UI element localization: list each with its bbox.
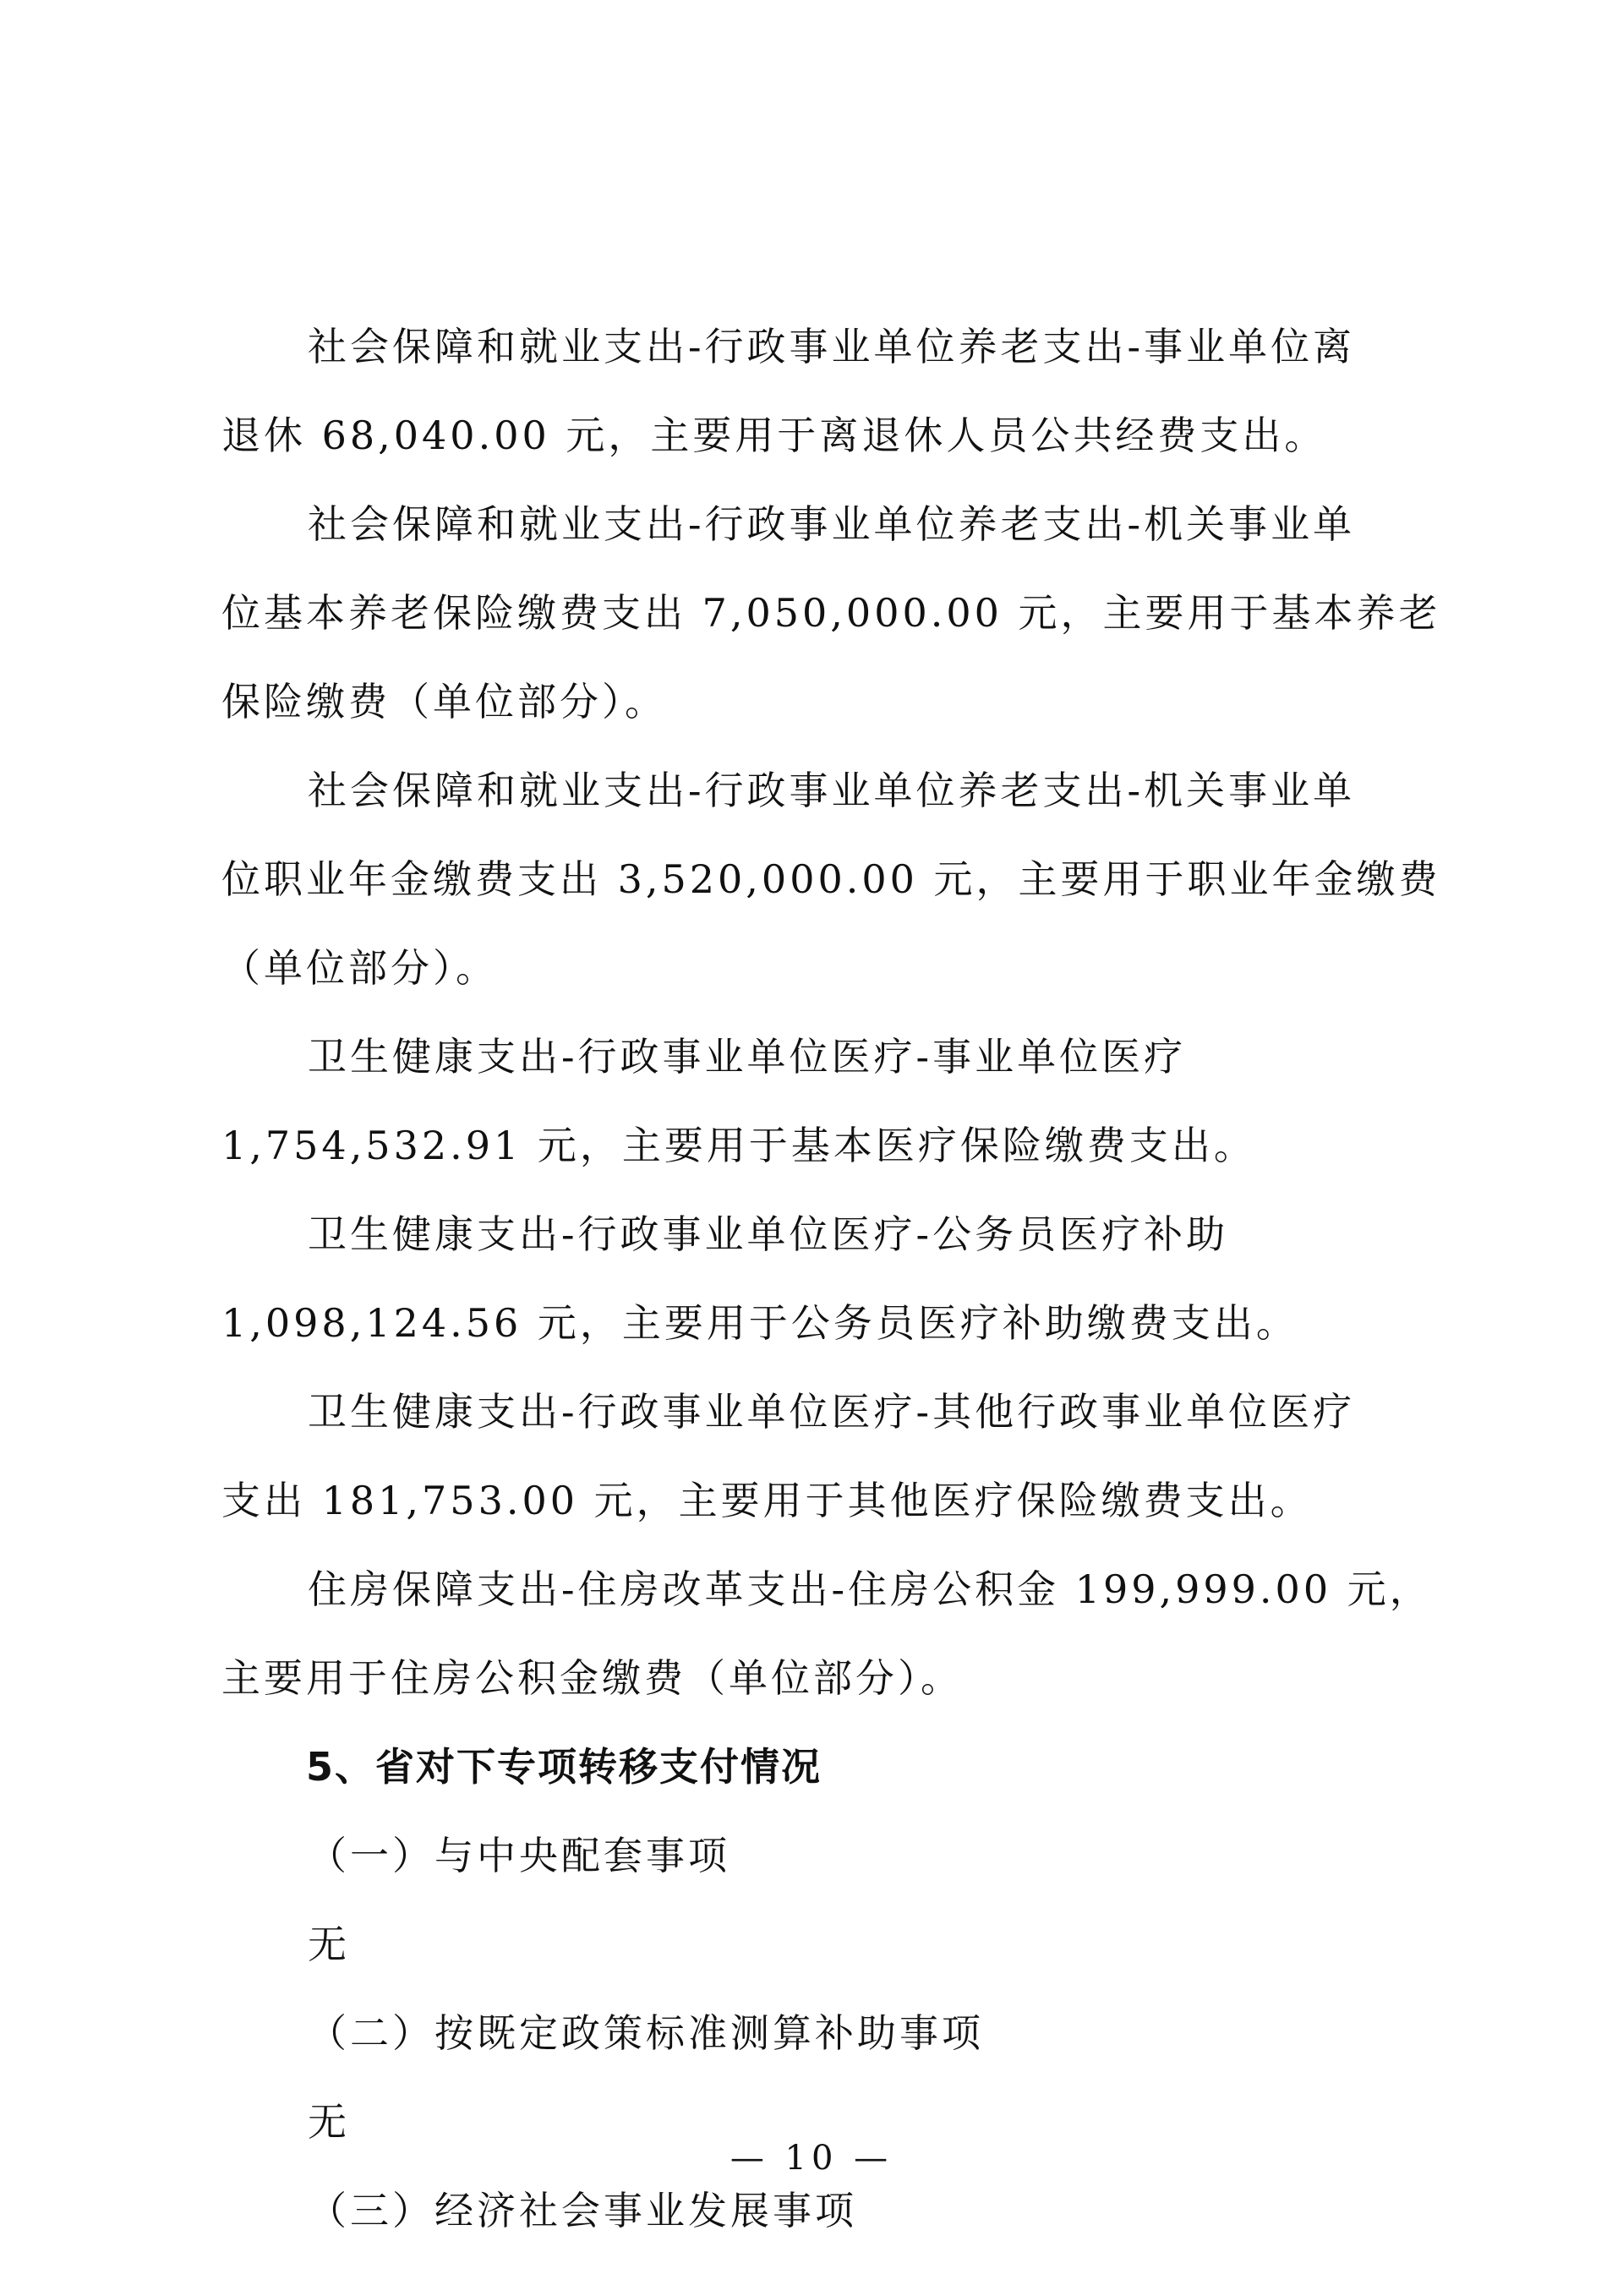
paragraph	[221, 1368, 1405, 1545]
paragraph-line: 支出 181,753.00 元，主要用于其他医疗保险缴费支出。	[221, 1478, 1313, 1523]
subsection	[221, 1812, 1405, 1989]
paragraph-line: 卫生健康支出-行政事业单位医疗-其他行政事业单位医疗	[308, 1389, 1356, 1435]
paragraph-line: 主要用于住房公积金缴费（单位部分）。	[221, 1655, 963, 1701]
paragraph	[221, 303, 1405, 480]
subsection-title: （二）按既定政策标准测算补助事项	[308, 2010, 984, 2056]
paragraph-line: 退休 68,040.00 元，主要用于离退休人员公共经费支出。	[221, 413, 1327, 458]
subsection-title: （三）经济社会事业发展事项	[308, 2188, 857, 2233]
paragraph-line: 1,754,532.91 元，主要用于基本医疗保险缴费支出。	[221, 1123, 1256, 1168]
paragraph-line: 保险缴费（单位部分）。	[221, 679, 667, 724]
paragraph-line: 1,098,124.56 元，主要用于公务员医疗补助缴费支出。	[221, 1300, 1298, 1346]
paragraph	[221, 1545, 1432, 1723]
paragraph	[221, 1190, 1405, 1368]
paragraph-line: 社会保障和就业支出-行政事业单位养老支出-事业单位离	[308, 324, 1356, 369]
paragraph-line: 社会保障和就业支出-行政事业单位养老支出-机关事业单	[308, 768, 1356, 813]
subsection-title: （一）与中央配套事项	[308, 1833, 730, 1878]
paragraph-line: （单位部分）。	[221, 945, 498, 991]
section-heading: 5、省对下专项转移支付情况	[306, 1744, 822, 1790]
paragraph-line: 卫生健康支出-行政事业单位医疗-事业单位医疗	[308, 1034, 1187, 1080]
subsection	[221, 2167, 1405, 2255]
subsection-body: 无	[308, 1922, 350, 1967]
paragraph-line: 社会保障和就业支出-行政事业单位养老支出-机关事业单	[308, 501, 1356, 547]
subsection-body: 无	[308, 2099, 350, 2145]
paragraph-line: 住房保障支出-住房改革支出-住房公积金 199,999.00 元，	[308, 1566, 1432, 1612]
page-number: — 10 —	[730, 2139, 893, 2178]
paragraph	[221, 746, 1441, 1013]
paragraph-line: 卫生健康支出-行政事业单位医疗-公务员医疗补助	[308, 1211, 1229, 1257]
paragraph	[221, 480, 1441, 746]
paragraph-line: 位职业年金缴费支出 3,520,000.00 元，主要用于职业年金缴费	[221, 856, 1441, 902]
paragraph	[221, 1013, 1405, 1190]
document-body	[221, 303, 1441, 2255]
paragraph-line: 位基本养老保险缴费支出 7,050,000.00 元，主要用于基本养老	[221, 590, 1441, 636]
